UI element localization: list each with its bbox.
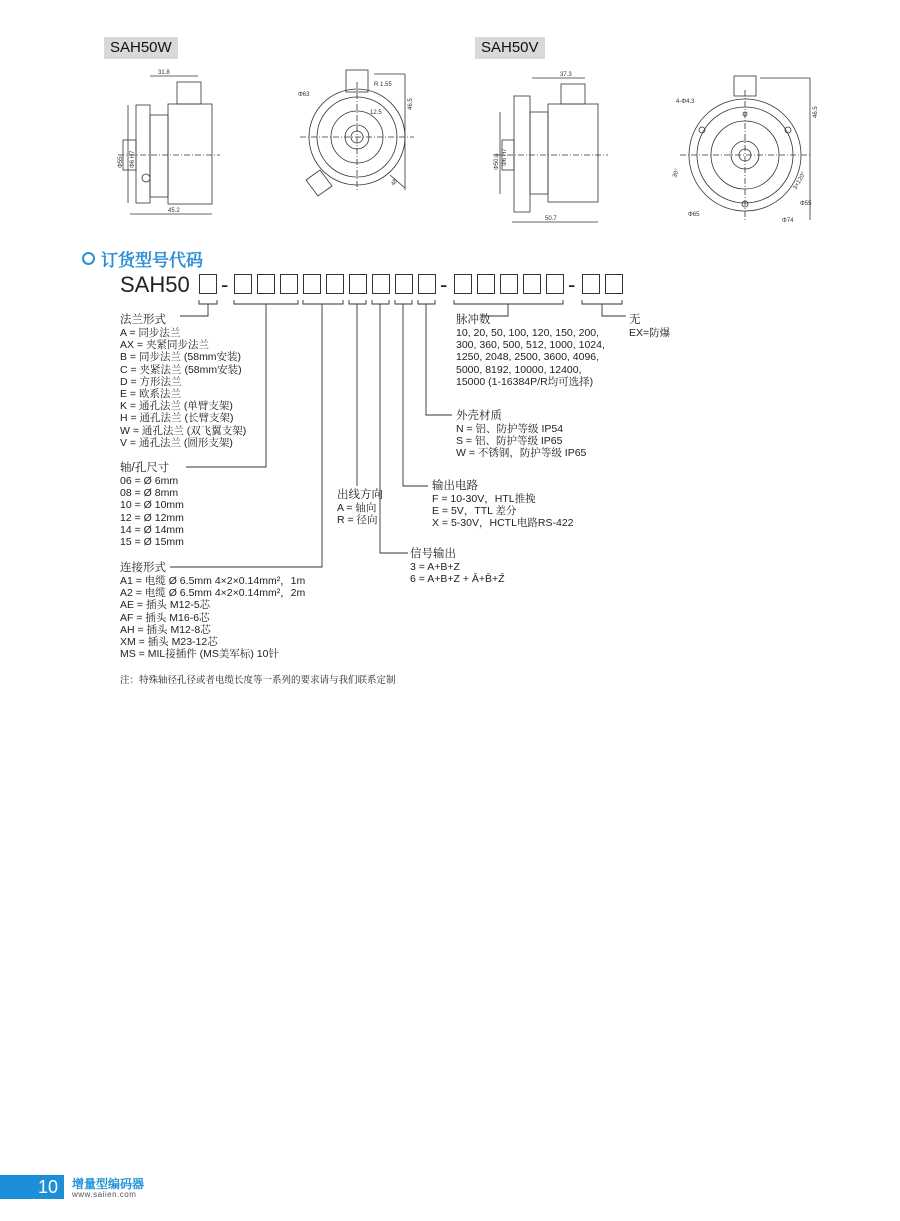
dim-w-d55: Φ55 — [118, 156, 124, 168]
list-item: R = 径向 — [337, 514, 378, 527]
dim-w-h: 46.5 — [408, 98, 414, 110]
outlet-title: 出线方向 — [337, 489, 383, 501]
dim-v-holes: 4-Φ4.3 — [676, 99, 695, 105]
connection-title: 连接形式 — [120, 562, 166, 574]
code-dash: - — [568, 272, 576, 297]
list-item: E = 欧系法兰 — [120, 388, 181, 401]
list-item: N = 铝、防护等级 IP54 — [456, 423, 564, 435]
dim-v-d55: Φ55 — [800, 201, 812, 207]
list-item: K = 通孔法兰 (单臂支架) — [120, 400, 233, 413]
list-item: 15000 (1-16384P/R均可选择) — [456, 375, 594, 388]
dim-w-b: 48 — [390, 178, 400, 187]
heading-text: 订货型号代码 — [101, 251, 203, 270]
list-item: 14 = Ø 14mm — [120, 523, 184, 536]
list-item: V = 通孔法兰 (圆形支架) — [120, 436, 233, 449]
list-item: E = 5V，TTL 差分 — [432, 505, 517, 518]
housing-title: 外壳材质 — [456, 410, 502, 422]
page-number: 10 — [0, 1175, 64, 1199]
model-tag-sah50w: SAH50W — [104, 37, 178, 59]
connection-block — [120, 561, 305, 660]
list-item: A1 = 电缆 Ø 6.5mm 4×2×0.14mm²，1m — [120, 575, 306, 587]
list-item: AE = 插头 M12-5芯 — [120, 599, 211, 612]
list-item: 06 = Ø 6mm — [120, 475, 179, 487]
list-item: C = 夹紧法兰 (58mm安装) — [120, 363, 242, 376]
list-item: X = 5-30V，HCTL电路RS-422 — [432, 517, 574, 530]
dim-w-bottom: 45.2 — [168, 208, 180, 214]
list-item: A = 同步法兰 — [120, 327, 181, 339]
footnote: 注：特殊轴径孔径或者电缆长度等一系列的要求请与我们联系定制 — [120, 675, 396, 686]
list-item: AF = 插头 M16-6芯 — [120, 611, 210, 624]
list-item: 12 = Ø 12mm — [120, 511, 184, 524]
list-item: 08 = Ø 8mm — [120, 487, 179, 500]
list-item: W = 通孔法兰 (双飞翼支架) — [120, 424, 247, 437]
dim-w-d6: Φ6 H7 — [130, 150, 136, 168]
flange-title: 法兰形式 — [120, 314, 166, 326]
model-tag-sah50v: SAH50V — [475, 37, 545, 59]
pulses-block — [456, 313, 605, 388]
list-item: D = 方形法兰 — [120, 375, 182, 388]
list-item: 10, 20, 50, 100, 120, 150, 200, — [456, 327, 600, 339]
list-item: A = 轴向 — [337, 502, 377, 514]
dim-v-d508: Φ50.8 — [494, 153, 500, 170]
dim-v-bottom: 50.7 — [545, 216, 557, 222]
dim-v-ang2: 3×120° — [792, 171, 808, 191]
explosion-block — [629, 313, 670, 339]
list-item: XM = 插头 M23-12芯 — [120, 636, 218, 649]
code-dash: - — [221, 272, 229, 297]
shaft-block — [120, 461, 184, 548]
list-item: W = 不锈钢，防护等级 IP65 — [456, 447, 587, 460]
list-item: 5000, 8192, 10000, 12400, — [456, 363, 582, 376]
list-item: AH = 插头 M12-8芯 — [120, 623, 211, 636]
list-item: B = 同步法兰 (58mm安装) — [120, 351, 242, 364]
list-item: AX = 夹紧同步法兰 — [120, 339, 209, 352]
dim-v-ang1: 30° — [672, 168, 681, 179]
list-item: 1250, 2048, 2500, 3600, 4096, — [456, 351, 600, 364]
signal-block — [410, 547, 505, 585]
code-dash: - — [440, 272, 448, 297]
flange-block — [120, 313, 246, 449]
list-item: MS = MIL接插件 (MS美军标) 10针 — [120, 648, 279, 661]
footer-url: www.saiien.com — [72, 1190, 137, 1199]
dim-w-top: 31.8 — [158, 70, 170, 76]
shaft-title: 轴/孔尺寸 — [120, 462, 170, 474]
signal-title: 信号输出 — [410, 548, 456, 560]
list-item: F = 10-30V，HTL推挽 — [432, 493, 536, 505]
list-item: 无 — [629, 314, 641, 326]
list-item: 6 = A+B+Z + Ā+B̄+Z̄ — [410, 573, 505, 586]
list-item: 15 = Ø 15mm — [120, 536, 184, 549]
list-item: EX=防爆 — [629, 327, 671, 339]
list-item: H = 通孔法兰 (长臂支架) — [120, 412, 234, 425]
circuit-title: 输出电路 — [432, 480, 478, 492]
housing-block — [456, 409, 586, 460]
list-item: 3 = A+B+Z — [410, 561, 460, 573]
dim-v-h: 46.5 — [813, 106, 819, 118]
footer-title: 增量型编码器 — [72, 1177, 145, 1191]
dim-v-d74: Φ74 — [782, 218, 794, 224]
dim-v-d65: Φ65 — [688, 212, 700, 218]
dim-v-top: 37.3 — [560, 72, 572, 78]
pulses-title: 脉冲数 — [456, 314, 491, 326]
outlet-block — [337, 488, 383, 526]
list-item: 300, 360, 500, 512, 1000, 1024, — [456, 339, 605, 352]
dim-w-d63: Φ63 — [298, 92, 310, 98]
circuit-block — [432, 479, 574, 530]
list-item: S = 铝、防护等级 IP65 — [456, 435, 563, 448]
list-item: A2 = 电缆 Ø 6.5mm 4×2×0.14mm²，2m — [120, 587, 306, 600]
list-item: 10 = Ø 10mm — [120, 499, 184, 512]
code-prefix: SAH50 — [120, 272, 190, 297]
dim-w-r: R 1.55 — [374, 82, 392, 88]
dim-v-d6: Φ6 H7 — [502, 148, 508, 166]
dim-w-a: 12.5 — [370, 110, 382, 116]
